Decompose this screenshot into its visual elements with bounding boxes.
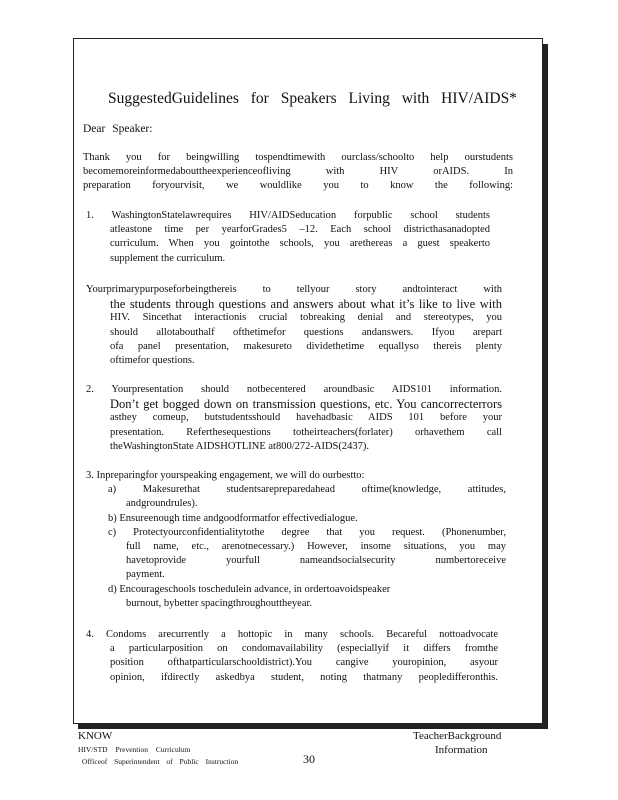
intro-line: preparation foryourvisit, we wouldlike you to know the following: [83, 180, 513, 192]
frame-shadow-bottom [78, 724, 548, 729]
guideline-line: theWashingtonState AIDSHOTLINE at800/272-AIDS(2437). [110, 440, 369, 452]
frame-shadow-right [543, 44, 548, 729]
guideline-line: supplement the curriculum. [110, 252, 226, 264]
footer-office: Officeof Superintendent of Public Instruction [82, 757, 239, 766]
salutation: Dear Speaker: [83, 123, 153, 135]
guideline-line: should allotabouthalf ofthetimefor questions andanswers. Ifyou arepart [110, 326, 502, 338]
intro-line: becomemoreinformedabouttheexperienceofliving with HIV orAIDS. In [83, 166, 513, 178]
guideline-line: full name, etc., arenotnecessary.) However, insome situations, you may [126, 541, 506, 553]
guideline-primary-purpose [86, 283, 502, 368]
guideline-line: andgroundrules). [126, 498, 198, 510]
guideline-line: havetoprovide yourfull nameandsocialsecurity numbertoreceive [126, 555, 506, 567]
intro-line: Thank you for beingwilling tospendtimewith ourclass/schoolto help ourstudents [83, 152, 513, 163]
footer-teacher-background: TeacherBackground [413, 730, 502, 742]
guideline-subitem: d) Encourageschools toschedulein advance, in ordertoavoidspeaker [108, 583, 391, 595]
guideline-line: Don’t get bogged down on transmission questions, etc. You cancorrecterrors [110, 397, 502, 412]
guideline-line: presentation. Referthesequestions totheirteachers(forlater) orhavethem call [110, 426, 502, 438]
guideline-line: oftimefor questions. [110, 355, 195, 367]
guideline-line: HIV. Sincethat interactionis crucial tobreaking denial and stereotypes, you [110, 312, 502, 324]
guideline-line: curriculum. When you gointothe schools, you arethereas a guest speakerto [110, 238, 490, 250]
guideline-line: burnout, bybetter spacingthroughouttheyear. [126, 597, 313, 609]
guideline-line: a particularposition on condomavailability (especiallyif it differs fromthe [110, 643, 498, 655]
guideline-washington-law [86, 209, 490, 266]
guideline-line: asthey comeup, butstudentsshould havehadbasic AIDS 101 before your [110, 412, 502, 424]
guideline-condoms [86, 628, 498, 685]
page-frame [73, 38, 543, 724]
guideline-subitem: c) Protectyourconfidentialitytothe degree that you request. (Phonenumber, [108, 526, 506, 538]
guideline-line: ofa panel presentation, makesureto dividethetime equallyso thereis plenty [110, 340, 502, 352]
intro-paragraph [83, 151, 513, 194]
guideline-line: 4. Condoms arecurrently a hottopic in many schools. Becareful nottoadvocate [86, 629, 498, 640]
guideline-presentation [86, 383, 502, 454]
guideline-line: 2. Yourpresentation should notbecentered aroundbasic AIDS101 information. [86, 384, 502, 395]
document-title: SuggestedGuidelines for Speakers Living with HIV/AIDS* [108, 90, 517, 107]
guideline-subitem: b) Ensureenough time andgoodformatfor effectivedialogue. [108, 512, 358, 524]
guideline-line: Yourprimarypurposeforbeingthereis to tellyour story andtointeract with [86, 284, 502, 295]
footer-know: KNOW [78, 730, 113, 742]
guideline-preparing [86, 469, 506, 611]
page-number: 30 [303, 752, 315, 766]
footer-information: Information [435, 744, 488, 756]
guideline-line: 1. WashingtonStatelawrequires HIV/AIDSeducation forpublic school students [86, 210, 490, 221]
guideline-line: payment. [126, 569, 165, 581]
guideline-line: 3. Inpreparingfor yourspeaking engagement, we will do ourbestto: [86, 470, 365, 481]
guideline-line: opinion, ifdirectly askedbya student, noting thatmany peopledifferonthis. [110, 671, 498, 683]
guideline-line: the students through questions and answers about what it’s like to live with [110, 297, 502, 312]
guideline-line: atleastone time per yearforGrades5 –12. Each school districthasanadopted [110, 224, 490, 236]
guideline-subitem: a) Makesurethat studentsarepreparedahead oftime(knowledge, attitudes, [108, 484, 506, 496]
footer-curriculum: HIV/STD Prevention Curriculum [78, 745, 191, 754]
guideline-line: position ofthatparticularschooldistrict).You cangive youropinion, asyour [110, 657, 498, 669]
